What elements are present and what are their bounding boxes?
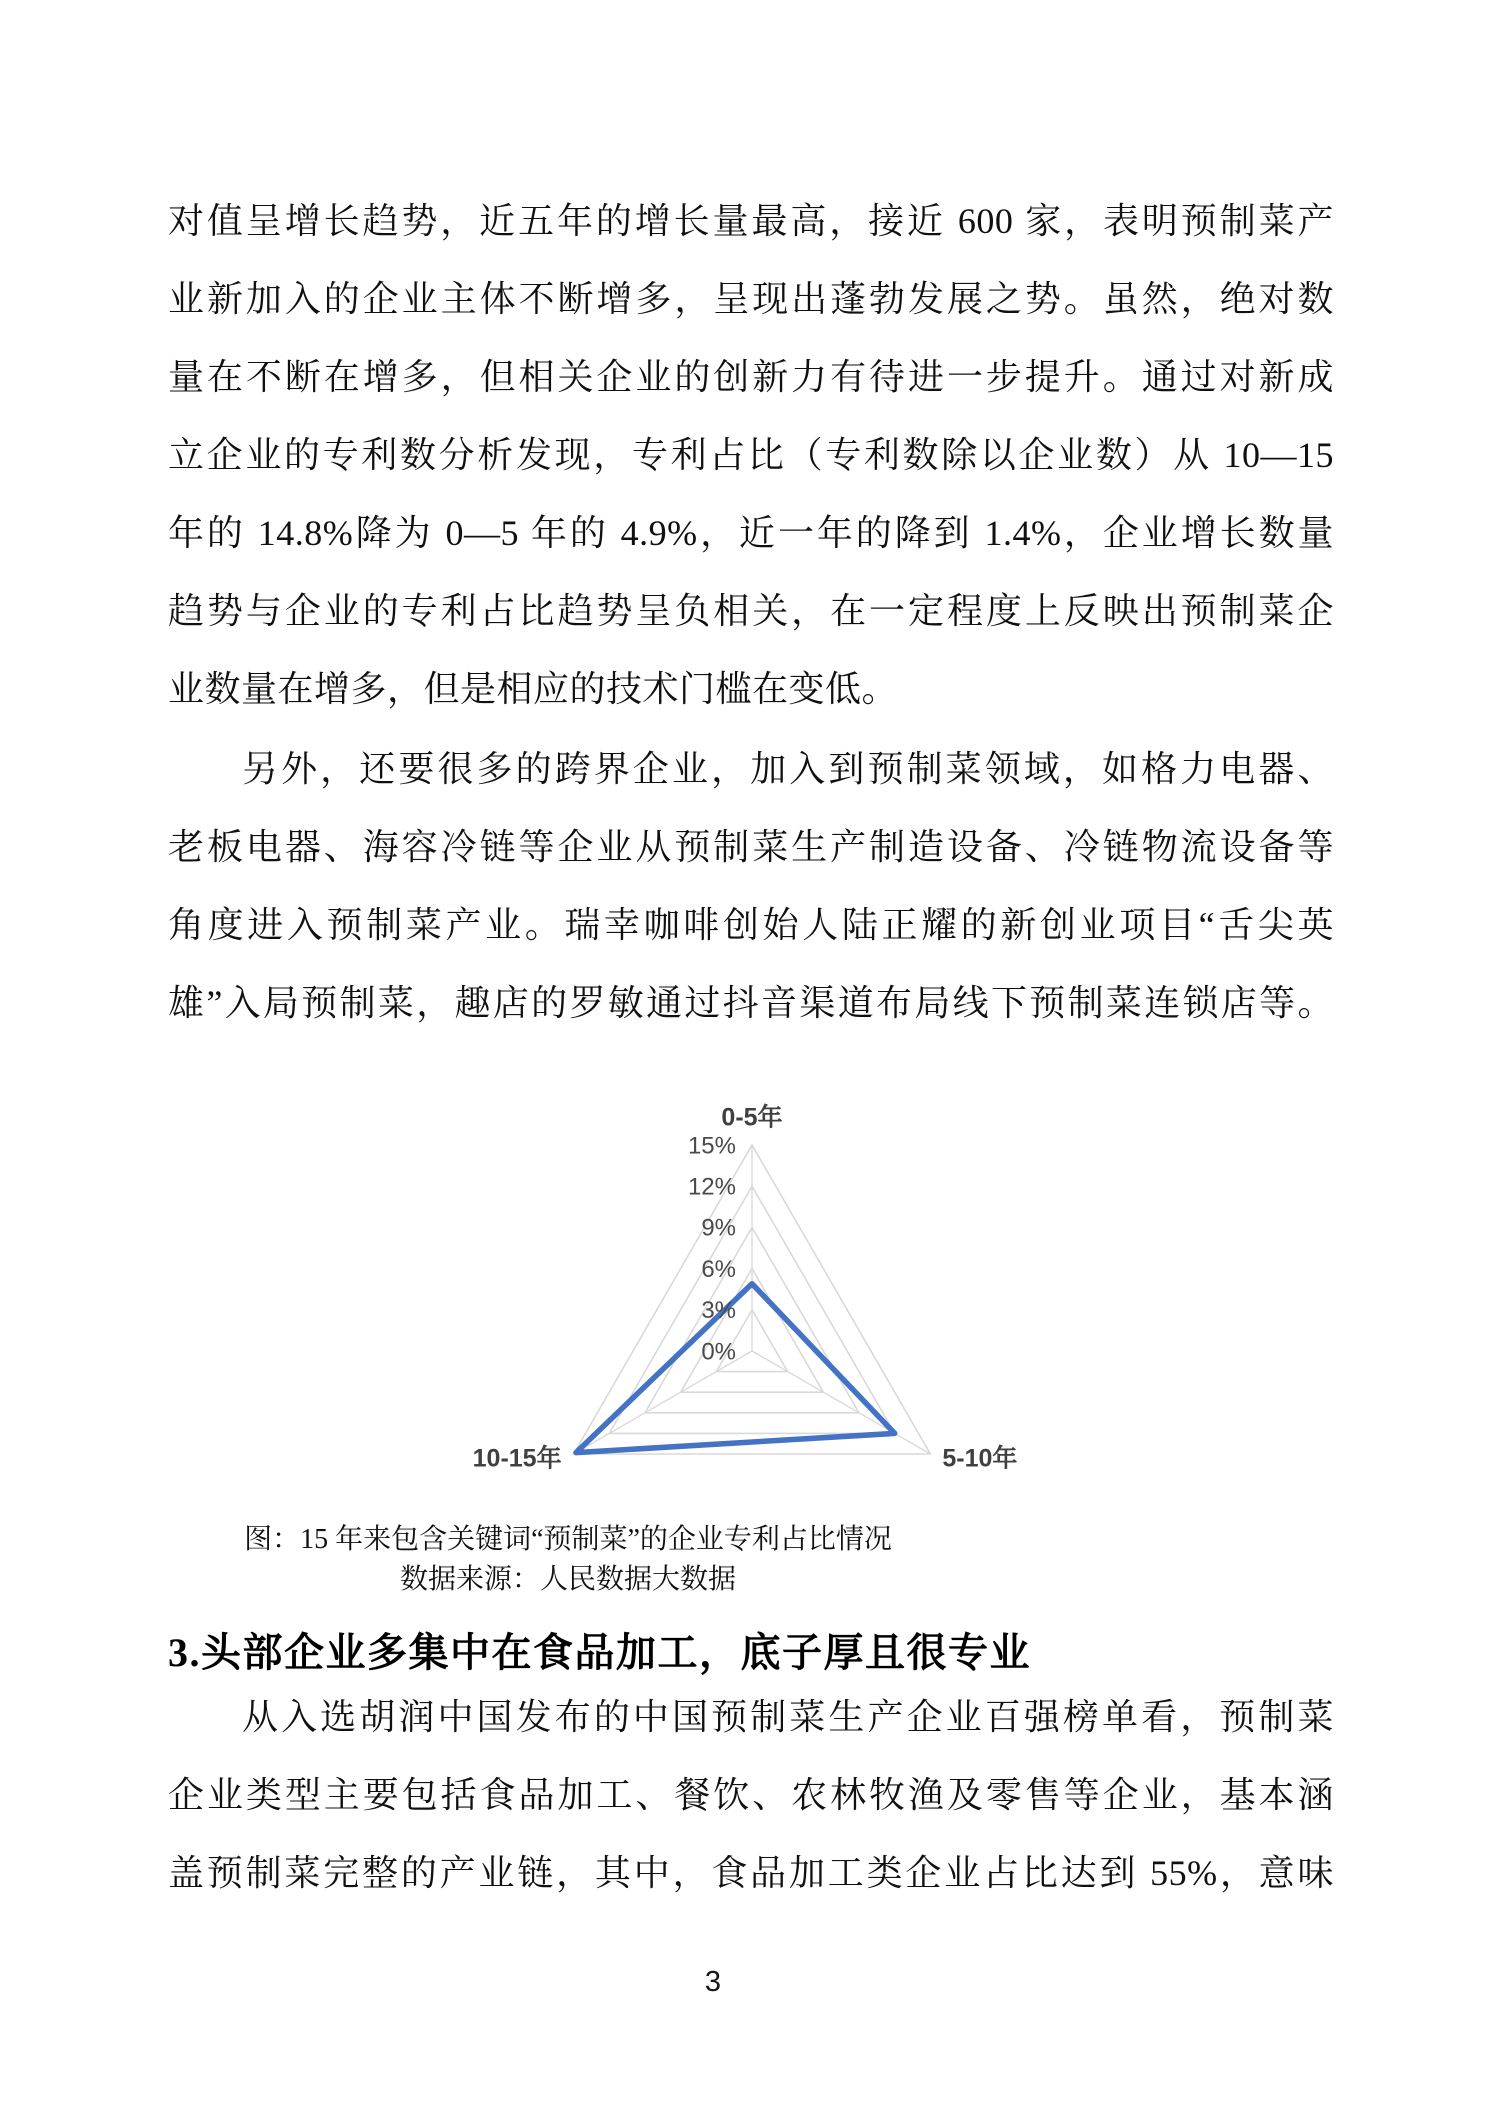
figure-caption-block [244, 1520, 892, 1600]
text-line: 趋势与企业的专利占比趋势呈负相关，在一定程度上反映出预制菜企 [168, 591, 1334, 631]
text-line: 盖预制菜完整的产业链，其中，食品加工类企业占比达到 55%，意味 [168, 1853, 1334, 1893]
text-line: 从入选胡润中国发布的中国预制菜生产企业百强榜单看，预制菜 [242, 1697, 1334, 1737]
radar-tick-label: 6% [701, 1255, 736, 1283]
text-line: 立企业的专利数分析发现，专利占比（专利数除以企业数）从 10—15 [168, 435, 1334, 475]
radar-category-label: 10-15年 [472, 1444, 562, 1473]
figure-caption: 图：15 年来包含关键词“预制菜”的企业专利占比情况 [244, 1524, 892, 1555]
radar-category-label: 0-5年 [721, 1103, 783, 1132]
text-line: 老板电器、海容冷链等企业从预制菜生产制造设备、冷链物流设备等 [168, 827, 1334, 867]
page-number: 3 [704, 1966, 722, 1998]
text-line: 业数量在增多，但是相应的技术门槛在变低。 [168, 669, 899, 709]
radar-category-label: 5-10年 [942, 1444, 1018, 1473]
radar-tick-label: 12% [687, 1173, 736, 1201]
section-heading: 3.头部企业多集中在食品加工，底子厚且很专业 [168, 1630, 1031, 1675]
paragraph-3 [168, 1678, 1334, 1912]
text-line: 另外，还要很多的跨界企业，加入到预制菜领域，如格力电器、 [242, 749, 1334, 789]
text-line: 雄”入局预制菜，趣店的罗敏通过抖音渠道布局线下预制菜连锁店等。 [168, 983, 1334, 1023]
radar-chart-svg [432, 1095, 1072, 1495]
text-line: 量在不断在增多，但相关企业的创新力有待进一步提升。通过对新成 [168, 357, 1334, 397]
text-line: 企业类型主要包括食品加工、餐饮、农林牧渔及零售等企业，基本涵 [168, 1775, 1334, 1815]
text-line: 对值呈增长趋势，近五年的增长量最高，接近 600 家，表明预制菜产 [168, 201, 1334, 241]
radar-tick-label: 9% [701, 1214, 736, 1242]
text-line: 年的 14.8%降为 0—5 年的 4.9%，近一年的降到 1.4%，企业增长数量 [168, 513, 1334, 553]
paragraph-2 [168, 730, 1334, 1042]
radar-tick-label: 0% [701, 1338, 736, 1366]
radar-tick-label: 15% [687, 1132, 736, 1160]
text-line: 业新加入的企业主体不断增多，呈现出蓬勃发展之势。虽然，绝对数 [168, 279, 1334, 319]
radar-tick-label: 3% [701, 1297, 736, 1325]
patent-share-radar-chart [432, 1095, 1072, 1495]
figure-source: 数据来源：人民数据大数据 [399, 1564, 737, 1595]
text-line: 角度进入预制菜产业。瑞幸咖啡创始人陆正耀的新创业项目“舌尖英 [168, 905, 1334, 945]
paragraph-1 [168, 182, 1334, 728]
